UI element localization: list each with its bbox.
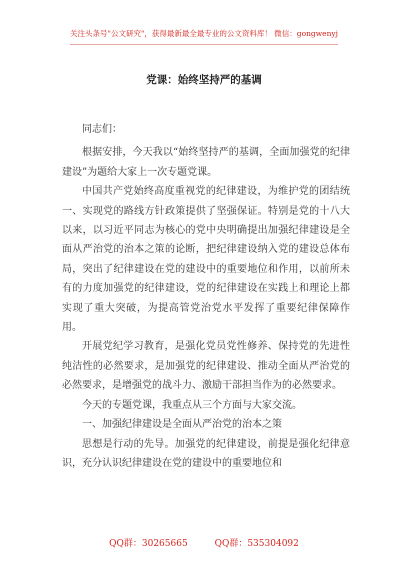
document-title: 党课：始终坚持严的基调 [146, 74, 262, 86]
page-header-notice: 关注头条号"公文研究"，获得最新最全最专业的公文资料库！ 微信：gongwenyj [70, 29, 338, 38]
paragraph-4: 今天的专题党课，我重点从三个方面与大家交流。 [82, 399, 302, 411]
footer-qq-group-1: QQ群：30265665 [109, 539, 188, 549]
footer-qq-group-2: QQ群：535304092 [214, 539, 299, 549]
paragraph-1: 根据安排，今天我以“始终坚持严的基调，全面加强党的纪律建设”为题给大家上一次专题党课。 [62, 147, 350, 178]
paragraph-3: 开展党纪学习教育，是强化党员党性修养、保持党的先进性纯洁性的必然要求，是加强党的纪律建设、推动全面从严治党的必然要求，是增强党的战斗力、激励干部担当作为的必然要求。 [62, 341, 350, 392]
section-heading-1: 一、加强纪律建设是全面从严治党的治本之策 [82, 419, 282, 431]
document-body [62, 120, 350, 473]
page-footer [0, 536, 408, 549]
paragraph-5: 思想是行动的先导。加强党的纪律建设，前提是强化纪律意识，充分认识纪律建设在党的建设中的重要地位和 [62, 438, 350, 469]
salutation: 同志们： [82, 124, 122, 135]
header-divider [70, 44, 338, 45]
paragraph-2: 中国共产党始终高度重视党的纪律建设，为维护党的团结统一、实现党的路线方针政策提供了坚强保证。特别是党的十八大以来，以习近平同志为核心的党中央明确提出加强纪律建设是全面从严治党的治本之策的论断，把纪律建设纳入党的建设总体布局，突出了纪律建设在党的建设中的重要地位和作用，以前所未有的力度加强党的纪律建设，党的纪律建设在实践上和理论上都实现了重大突破，为提高管党治党水平发挥了重要纪律保障作用。 [62, 186, 350, 334]
